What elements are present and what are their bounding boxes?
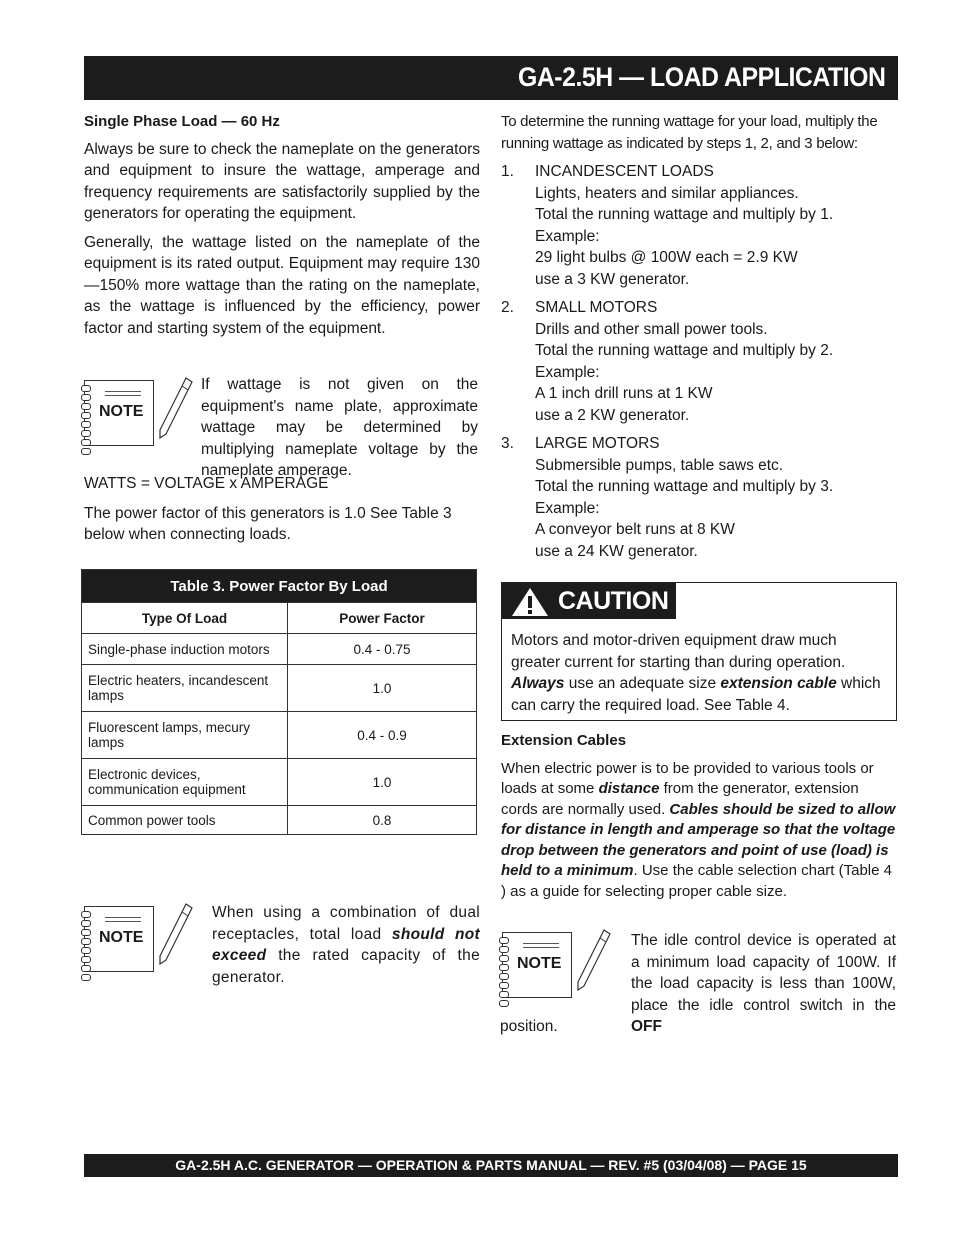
table-title: Table 3. Power Factor By Load bbox=[82, 570, 477, 603]
footer-text: GA-2.5H A.C. GENERATOR — OPERATION & PARTS MANUAL — REV. #5 (03/04/08) — PAGE 15 bbox=[175, 1157, 807, 1173]
note-label: NOTE bbox=[99, 403, 144, 420]
caution-emphasis: extension cable bbox=[720, 675, 837, 692]
list-item bbox=[501, 433, 896, 569]
caution-text-part: use an adequate size bbox=[564, 675, 721, 692]
note-dual-receptacles bbox=[212, 902, 480, 988]
list-line: SMALL MOTORS bbox=[535, 299, 658, 316]
list-line: INCANDESCENT LOADS bbox=[535, 163, 714, 180]
list-number: 2. bbox=[501, 299, 514, 316]
paragraph-nameplate: Always be sure to check the nameplate on the generators and equipment to insure the wattage, amperage and frequency requirements are satisfactorily supplied by the generators for operating the equipment. bbox=[84, 140, 480, 222]
table-cell-type: Single-phase induction motors bbox=[82, 634, 288, 665]
table-cell-pf: 1.0 bbox=[288, 665, 477, 712]
list-item bbox=[501, 161, 896, 297]
list-number: 3. bbox=[501, 435, 514, 452]
table-cell-pf: 0.4 - 0.9 bbox=[288, 712, 477, 759]
table-row bbox=[82, 665, 477, 712]
list-line: LARGE MOTORS bbox=[535, 435, 660, 452]
paragraph-wattage: Generally, the wattage listed on the nameplate of the equipment is its rated output. Equipment may require 130—150% more wattage than the rating on the nameplate, as the wattage is influenced by the efficiency, power factor and starting system of the equipment. bbox=[84, 233, 480, 337]
table-cell-pf: 1.0 bbox=[288, 759, 477, 806]
table-row bbox=[82, 759, 477, 806]
pencil-icon bbox=[156, 376, 196, 446]
list-line: 29 light bulbs @ 100W each = 2.9 KW bbox=[535, 249, 798, 266]
caution-word: CAUTION bbox=[558, 587, 669, 615]
caution-emphasis: Always bbox=[511, 675, 565, 692]
list-item bbox=[501, 297, 896, 433]
note-emphasis: OFF bbox=[631, 1018, 662, 1035]
page-footer bbox=[84, 1154, 898, 1177]
right-section-steps bbox=[501, 111, 896, 154]
section-heading-extension: Extension Cables bbox=[501, 732, 627, 749]
list-line: Example: bbox=[535, 227, 600, 245]
left-section-formula bbox=[84, 473, 480, 546]
pencil-icon bbox=[574, 928, 614, 998]
ext-text: When electric power is to be provided to various tools or loads at some bbox=[501, 759, 874, 797]
table-cell-type: Common power tools bbox=[82, 806, 288, 835]
caution-text bbox=[511, 630, 887, 716]
list-line: Total the running wattage and multiply by 2. bbox=[535, 342, 834, 359]
list-line: Submersible pumps, table saws etc. bbox=[535, 456, 784, 474]
extension-cables-section bbox=[501, 730, 896, 902]
left-section-intro bbox=[84, 111, 480, 339]
list-line: Example: bbox=[535, 363, 600, 381]
list-line: use a 3 KW generator. bbox=[535, 270, 690, 288]
list-line: A 1 inch drill runs at 1 KW bbox=[535, 385, 713, 402]
list-line: A conveyor belt runs at 8 KW bbox=[535, 521, 735, 538]
list-number: 1. bbox=[501, 163, 514, 180]
page-title: GA-2.5H — LOAD APPLICATION bbox=[518, 62, 886, 92]
page-header bbox=[84, 56, 898, 100]
table-row bbox=[82, 712, 477, 759]
note-idle-control-tail: position. bbox=[500, 1018, 558, 1035]
table-cell-type: Fluorescent lamps, mecury lamps bbox=[82, 712, 288, 759]
note-wattage-text: If wattage is not given on the equipment's name plate, approximate wattage may be determined by multiplying nameplate voltage by the nameplate amperage. bbox=[201, 376, 478, 479]
table-header-pf: Power Factor bbox=[288, 603, 477, 634]
ext-text: . Use the cable selection chart (Table 4 ) as a guide for selecting proper cable size. bbox=[501, 862, 892, 900]
formula-text: WATTS = VOLTAGE x AMPERAGE bbox=[84, 475, 329, 492]
ext-emphasis: Cables should be sized to allow for distance in length and amperage so that the voltage drop between the generators and point of use (load) is held to a minimum bbox=[501, 800, 896, 879]
note-text: When using a combination of dual receptacles, total load bbox=[212, 904, 480, 943]
note-label: NOTE bbox=[99, 929, 144, 946]
list-line: Total the running wattage and multiply by 3. bbox=[535, 478, 834, 495]
caution-banner bbox=[502, 583, 676, 619]
steps-intro: To determine the running wattage for your load, multiply the running wattage as indicated by steps 1, 2, and 3 below: bbox=[501, 113, 878, 152]
table-row bbox=[82, 806, 477, 835]
warning-triangle-icon bbox=[510, 586, 550, 618]
table-cell-pf: 0.4 - 0.75 bbox=[288, 634, 477, 665]
table-cell-pf: 0.8 bbox=[288, 806, 477, 835]
note-label: NOTE bbox=[517, 955, 562, 972]
table-cell-type: Electric heaters, incandescent lamps bbox=[82, 665, 288, 712]
caution-text-part: Motors and motor-driven equipment draw much greater current for starting than during operation. bbox=[511, 632, 846, 671]
power-factor-table bbox=[81, 569, 477, 835]
note-emphasis: should not exceed bbox=[212, 925, 480, 964]
ext-emphasis: distance bbox=[598, 780, 660, 797]
note-idle-control bbox=[631, 930, 896, 1038]
note-text: The idle control device is operated at a minimum load capacity of 100W. If the load capacity is less than 100W, place the idle control switch in the bbox=[631, 932, 896, 1014]
caution-box bbox=[501, 582, 897, 721]
table-cell-type: Electronic devices, communication equipment bbox=[82, 759, 288, 806]
note-text: the rated capacity of the generator. bbox=[212, 947, 480, 986]
ext-text: from the generator, extension cords are normally used. bbox=[501, 780, 859, 818]
pencil-icon bbox=[156, 902, 196, 972]
table-header-type: Type Of Load bbox=[82, 603, 288, 634]
list-line: Lights, heaters and similar appliances. bbox=[535, 184, 799, 202]
power-factor-text: The power factor of this generators is 1.0 See Table 3 below when connecting loads. bbox=[84, 504, 452, 543]
table-row bbox=[82, 634, 477, 665]
list-line: Total the running wattage and multiply by 1. bbox=[535, 206, 834, 223]
caution-text-part: which can carry the required load. See Table 4. bbox=[511, 675, 881, 714]
section-heading-single-phase: Single Phase Load — 60 Hz bbox=[84, 113, 280, 130]
steps-list bbox=[501, 161, 896, 569]
list-line: use a 24 KW generator. bbox=[535, 542, 698, 560]
extension-paragraph bbox=[501, 759, 896, 903]
list-line: use a 2 KW generator. bbox=[535, 406, 690, 424]
list-line: Drills and other small power tools. bbox=[535, 320, 768, 338]
list-line: Example: bbox=[535, 499, 600, 517]
